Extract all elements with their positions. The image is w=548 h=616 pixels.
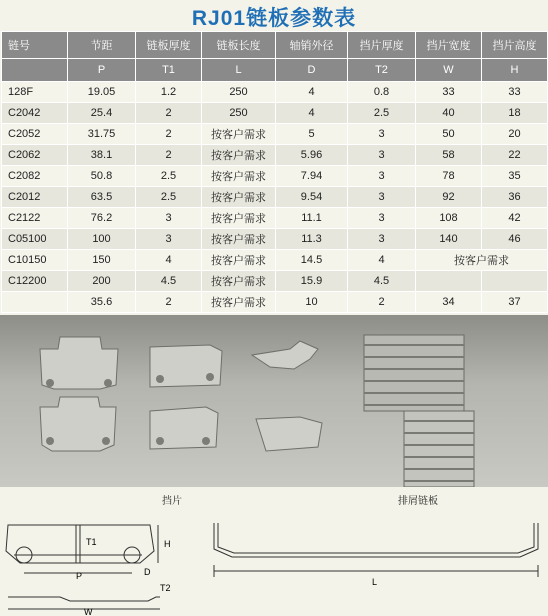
header-cell: 链号 (2, 32, 68, 59)
table-cell: 按客户需求 (202, 271, 276, 292)
table-cell: 250 (202, 103, 276, 124)
header-row (2, 59, 548, 82)
table-cell: 3 (348, 145, 416, 166)
table-row (2, 187, 548, 208)
product-photo (0, 315, 548, 487)
header-cell: L (202, 59, 276, 82)
header-cell: 挡片宽度 (416, 32, 482, 59)
header-cell: 挡片高度 (482, 32, 548, 59)
table-cell: 10 (276, 292, 348, 313)
table-cell: 11.1 (276, 208, 348, 229)
table-cell: 4 (276, 103, 348, 124)
table-cell: 按客户需求 (202, 145, 276, 166)
table-row (2, 124, 548, 145)
header-cell: H (482, 59, 548, 82)
header-cell: 轴销外径 (276, 32, 348, 59)
table-cell: 33 (482, 82, 548, 103)
table-cell: 4.5 (348, 271, 416, 292)
table-cell: 37 (482, 292, 548, 313)
table-cell: 100 (68, 229, 136, 250)
table-cell: 33 (416, 82, 482, 103)
table-cell: 按客户需求 (202, 208, 276, 229)
table-cell: 按客户需求 (202, 124, 276, 145)
table-cell: 1.2 (136, 82, 202, 103)
table-cell: 2.5 (348, 103, 416, 124)
table-cell: 按客户需求 (202, 166, 276, 187)
table-cell: C12200 (2, 271, 68, 292)
label-w: W (84, 607, 93, 616)
table-cell: 50 (416, 124, 482, 145)
table-cell: 3 (136, 208, 202, 229)
header-cell: 节距 (68, 32, 136, 59)
table-row (2, 166, 548, 187)
header-cell: P (68, 59, 136, 82)
table-cell: 42 (482, 208, 548, 229)
table-cell: 18 (482, 103, 548, 124)
table-cell: 按客户需求 (202, 229, 276, 250)
table-cell (2, 292, 68, 313)
table-cell: 40 (416, 103, 482, 124)
table-cell: 4.5 (136, 271, 202, 292)
table-cell: 2 (136, 103, 202, 124)
table-cell: 20 (482, 124, 548, 145)
table-cell: 按客户需求 (416, 250, 548, 271)
table-cell (416, 271, 482, 292)
table-cell: 3 (348, 166, 416, 187)
table-cell: 2 (136, 124, 202, 145)
table-cell: 128F (2, 82, 68, 103)
header-cell: 链板厚度 (136, 32, 202, 59)
header-cell: W (416, 59, 482, 82)
table-cell: C10150 (2, 250, 68, 271)
table-row (2, 229, 548, 250)
table-cell: 108 (416, 208, 482, 229)
table-cell: 22 (482, 145, 548, 166)
table-row (2, 145, 548, 166)
table-row (2, 103, 548, 124)
table-cell: C2042 (2, 103, 68, 124)
label-d: D (144, 567, 151, 577)
table-cell: 25.4 (68, 103, 136, 124)
table-cell: 2.5 (136, 187, 202, 208)
table-cell: 2.5 (136, 166, 202, 187)
table-cell: 3 (348, 124, 416, 145)
table-cell: 36 (482, 187, 548, 208)
table-cell: 19.05 (68, 82, 136, 103)
table-cell: 3 (348, 187, 416, 208)
table-cell: C2082 (2, 166, 68, 187)
table-cell: C2122 (2, 208, 68, 229)
header-cell (2, 59, 68, 82)
table-row (2, 82, 548, 103)
table-cell: 15.9 (276, 271, 348, 292)
table-cell: 50.8 (68, 166, 136, 187)
table-cell: 63.5 (68, 187, 136, 208)
table-row (2, 250, 548, 271)
product-photo-art (0, 315, 548, 487)
table-cell: 2 (348, 292, 416, 313)
caption-baffle: 挡片 (162, 496, 182, 507)
table-cell: 3 (348, 208, 416, 229)
header-cell: 链板长度 (202, 32, 276, 59)
table-cell: C05100 (2, 229, 68, 250)
page-title: RJ01链板参数表 (191, 7, 357, 30)
header-row (2, 32, 548, 59)
table-cell: 4 (136, 250, 202, 271)
table-cell: 3 (136, 229, 202, 250)
label-h: H (164, 539, 171, 549)
table-cell: C2052 (2, 124, 68, 145)
label-t2: T2 (160, 583, 171, 593)
spec-table (1, 31, 548, 313)
table-cell: 5 (276, 124, 348, 145)
header-cell: T1 (136, 59, 202, 82)
table-cell: 38.1 (68, 145, 136, 166)
header-cell: T2 (348, 59, 416, 82)
table-cell: 11.3 (276, 229, 348, 250)
table-cell: 140 (416, 229, 482, 250)
table-cell: 9.54 (276, 187, 348, 208)
table-cell: 35.6 (68, 292, 136, 313)
table-cell: 150 (68, 250, 136, 271)
table-cell (482, 271, 548, 292)
table-cell: 76.2 (68, 208, 136, 229)
table-cell: 按客户需求 (202, 187, 276, 208)
table-cell: 3 (348, 229, 416, 250)
table-row (2, 271, 548, 292)
label-l: L (372, 577, 378, 587)
table-cell: C2012 (2, 187, 68, 208)
technical-drawing (0, 505, 548, 616)
label-t1: T1 (86, 537, 97, 547)
table-cell: 92 (416, 187, 482, 208)
table-row (2, 208, 548, 229)
table-cell: 14.5 (276, 250, 348, 271)
table-cell: 35 (482, 166, 548, 187)
table-cell: 2 (136, 292, 202, 313)
header-cell: D (276, 59, 348, 82)
table-cell: 5.96 (276, 145, 348, 166)
table-cell: 按客户需求 (202, 250, 276, 271)
table-cell: 250 (202, 82, 276, 103)
table-cell: 78 (416, 166, 482, 187)
table-cell: 4 (276, 82, 348, 103)
table-cell: C2062 (2, 145, 68, 166)
table-cell: 200 (68, 271, 136, 292)
table-cell: 31.75 (68, 124, 136, 145)
table-cell: 4 (348, 250, 416, 271)
header-cell: 挡片厚度 (348, 32, 416, 59)
table-row (2, 292, 548, 313)
table-cell: 2 (136, 145, 202, 166)
table-cell: 34 (416, 292, 482, 313)
table-cell: 58 (416, 145, 482, 166)
caption-chain-plate: 排屑链板 (398, 496, 438, 507)
table-cell: 46 (482, 229, 548, 250)
table-cell: 0.8 (348, 82, 416, 103)
table-cell: 7.94 (276, 166, 348, 187)
table-cell: 按客户需求 (202, 292, 276, 313)
label-p: P (76, 571, 83, 581)
